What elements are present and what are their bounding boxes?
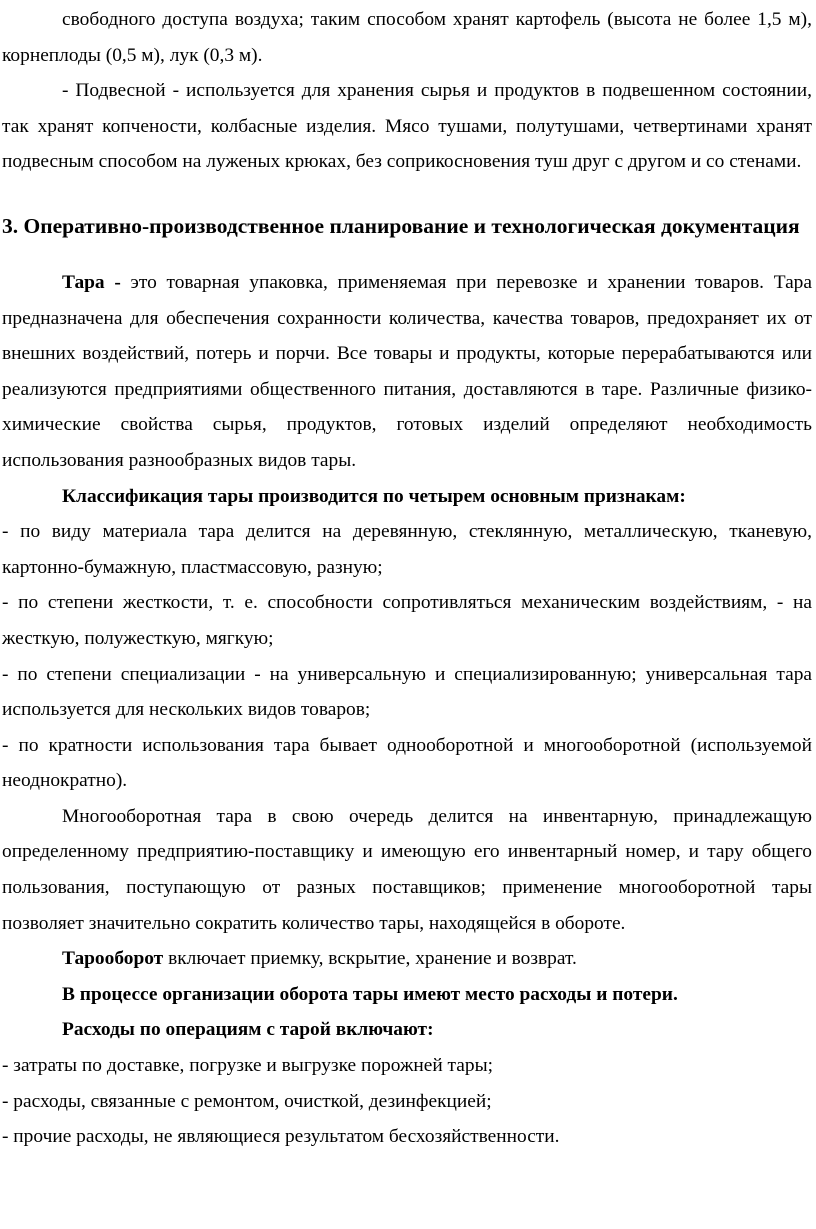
list-item-rigidity: - по степени жесткости, т. е. способности сопротивляться механическим воздействиям, - на жесткую, полужесткую, мягкую; bbox=[2, 592, 812, 649]
list-item-repair-costs: - расходы, связанные с ремонтом, очисткой, дезинфекцией; bbox=[2, 1090, 492, 1112]
term-tarooborot: Тарооборот bbox=[62, 948, 164, 970]
tara-definition-text: это товарная упаковка, применяемая при перевозке и хранении товаров. Тара предназначена для обеспечения сохранности количества, качества товаров, предохраняет их от внешних воздействий, потерь и порчи. Все товары и продукты, которые перерабатываются или реализуются предприятиями общественного питания, доставляются в таре. Различные физико-химические свойства сырья, продуктов, готовых изделий определяют необходимость использования разнообразных видов тары. bbox=[2, 271, 812, 471]
list-item-material: - по виду материала тара делится на деревянную, стеклянную, металлическую, тканевую, картонно-бумажную, пластмассовую, разную; bbox=[2, 521, 812, 578]
section-heading: 3. Оперативно-производственное планирование и технологическая документация bbox=[2, 213, 800, 238]
document-page bbox=[0, 2, 812, 1155]
list-item-other-costs: - прочие расходы, не являющиеся результатом бесхозяйственности. bbox=[2, 1126, 560, 1148]
paragraph-costs-include bbox=[2, 1012, 812, 1048]
classification-title: Классификация тары производится по четырем основным признакам: bbox=[62, 485, 686, 507]
costs-include-title: Расходы по операциям с тарой включают: bbox=[62, 1019, 434, 1041]
paragraph-tara-turnover bbox=[2, 941, 812, 977]
paragraph-tara-definition bbox=[2, 265, 812, 479]
list-item-reuse: - по кратности использования тара бывает однооборотной и многооборотной (используемой неоднократно). bbox=[2, 734, 812, 792]
paragraph-storage-bulk: свободного доступа воздуха; таким способом хранят картофель (высота не более 1,5 м), корнеплоды (0,5 м), лук (0,3 м). bbox=[2, 9, 812, 66]
tara-turnover-text: включает приемку, вскрытие, хранение и возврат. bbox=[163, 948, 577, 970]
paragraph-classification-title bbox=[2, 479, 812, 515]
list-item-specialization: - по степени специализации - на универсальную и специализированную; универсальная тара используется для нескольких видов товаров; bbox=[2, 663, 812, 721]
term-tara: Тара - bbox=[62, 271, 121, 293]
paragraph-reusable-tara: Многооборотная тара в свою очередь делится на инвентарную, принадлежащую определенному предприятию-поставщику и имеющую его инвентарный номер, и тару общего пользования, поступающую от разных поставщиков; применение многооборотной тары позволяет значительно сократить количество тары, находящейся в обороте. bbox=[2, 805, 812, 934]
list-item-delivery-costs: - затраты по доставке, погрузке и выгрузке порожней тары; bbox=[2, 1055, 493, 1077]
paragraph-costs-losses bbox=[2, 977, 812, 1013]
paragraph-storage-hanging: - Подвесной - используется для хранения сырья и продуктов в подвешенном состоянии, так хранят копчености, колбасные изделия. Мясо тушами, полутушами, четвертинами хранят подвесным способом на луженых крюках, без соприкосновения туш друг с другом и со стенами. bbox=[2, 80, 812, 173]
costs-losses-title: В процессе организации оборота тары имеют место расходы и потери. bbox=[62, 983, 678, 1005]
